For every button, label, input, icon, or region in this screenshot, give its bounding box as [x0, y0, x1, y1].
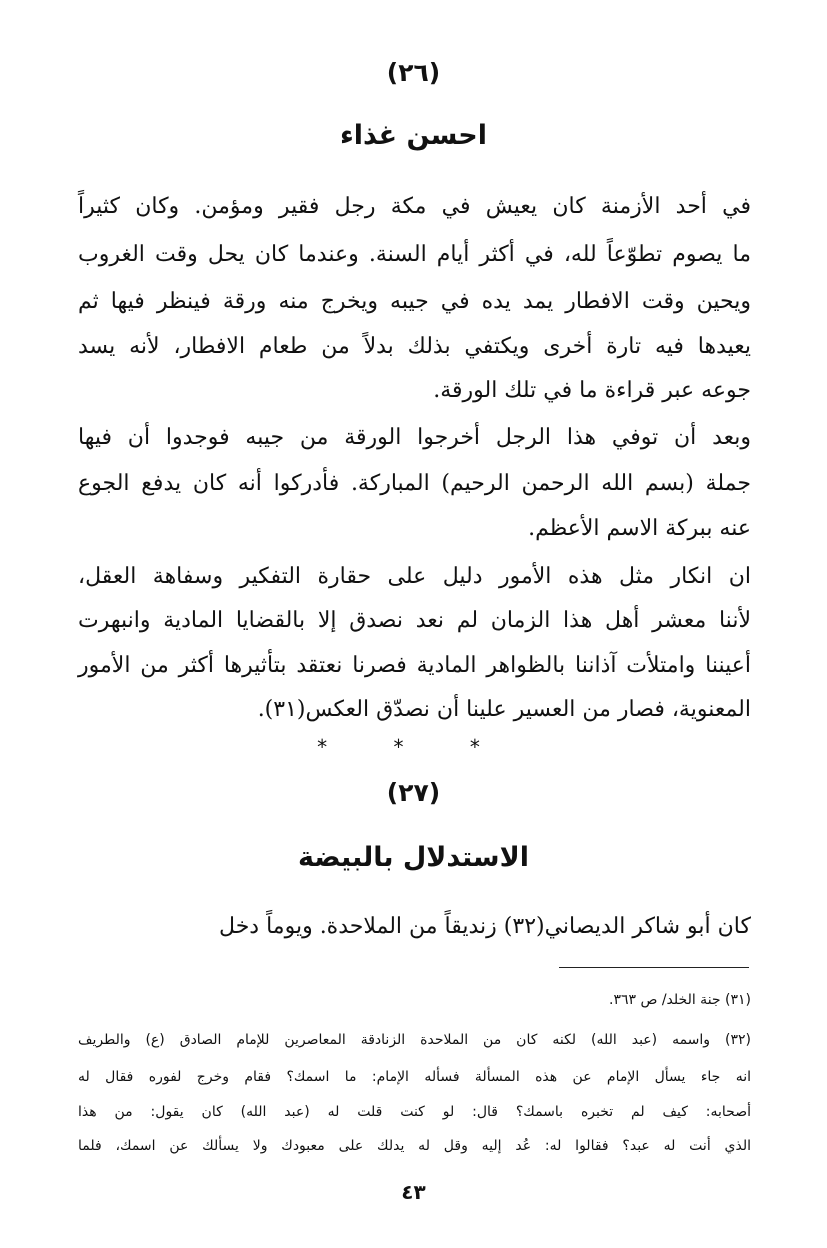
section-title: احسن غذاء [340, 120, 487, 151]
footnote-line: (٣١) جنة الخلد/ ص ٣٦٣. [609, 992, 751, 1008]
footnote-line: الذي أنت له عبد؟ فقالوا له: عُد إليه وقل له يدلك على معبودك ولا يسألك عن اسمك، فلما [78, 1138, 751, 1154]
footnote-divider [559, 967, 749, 968]
page-number: ٤٣ [401, 1180, 426, 1204]
paragraph-line: ما يصوم تطوّعاً لله، في أكثر أيام السنة. وعندما كان يحل وقت الغروب [78, 242, 751, 267]
section-title: الاستدلال بالبيضة [298, 842, 529, 873]
paragraph-line: كان أبو شاكر الديصاني(٣٢) زنديقاً من الملاحدة. ويوماً دخل [219, 914, 751, 939]
paragraph-line: وبعد أن توفي هذا الرجل أخرجوا الورقة من جيبه فوجدوا أن فيها [78, 425, 751, 450]
paragraph-line: يعيدها فيه تارة أخرى ويكتفي بذلك بدلاً من طعام الافطار، لأنه يسد [78, 334, 751, 359]
paragraph-line: جملة (بسم الله الرحمن الرحيم) المباركة. فأدركوا أنه كان يدفع الجوع [78, 471, 751, 496]
paragraph-line: عنه ببركة الاسم الأعظم. [528, 516, 751, 541]
footnote-line: (٣٢) واسمه (عبد الله) لكنه كان من الملاحدة الزنادقة المعاصرين للإمام الصادق (ع) والطريف [78, 1032, 751, 1048]
section-separator: * * * [317, 735, 510, 759]
paragraph-line: ويحين وقت الافطار يمد يده في جيبه ويخرج منه ورقة فينظر فيها ثم [78, 289, 751, 314]
paragraph-line: في أحد الأزمنة كان يعيش في مكة رجل فقير ومؤمن. وكان كثيراً [78, 194, 751, 219]
paragraph-line: المعنوية، فصار من العسير علينا أن نصدّق العكس(٣١). [257, 697, 751, 722]
paragraph-line: أعيننا وامتلأت آذاننا بالظواهر المادية فصرنا نعتقد بتأثيرها أكثر من الأمور [78, 653, 751, 678]
paragraph-line: لأننا معشر أهل هذا الزمان لم نعد نصدق إلا بالقضايا المادية وانبهرت [78, 608, 751, 633]
paragraph-line: ان انكار مثل هذه الأمور دليل على حقارة التفكير وسفاهة العقل، [78, 564, 751, 589]
section-number: (٢٦) [386, 58, 441, 87]
paragraph-line: جوعه عبر قراءة ما في تلك الورقة. [433, 378, 751, 403]
footnote-line: انه جاء يسأل الإمام عن هذه المسألة فسأله الإمام: ما اسمك؟ فقام وخرج لفوره فقال له [78, 1069, 751, 1085]
footnote-line: أصحابه: كيف لم تخبره باسمك؟ قال: لو كنت قلت له (عبد الله) كان يقول: من هذا [78, 1104, 751, 1120]
section-number: (٢٧) [386, 778, 441, 807]
